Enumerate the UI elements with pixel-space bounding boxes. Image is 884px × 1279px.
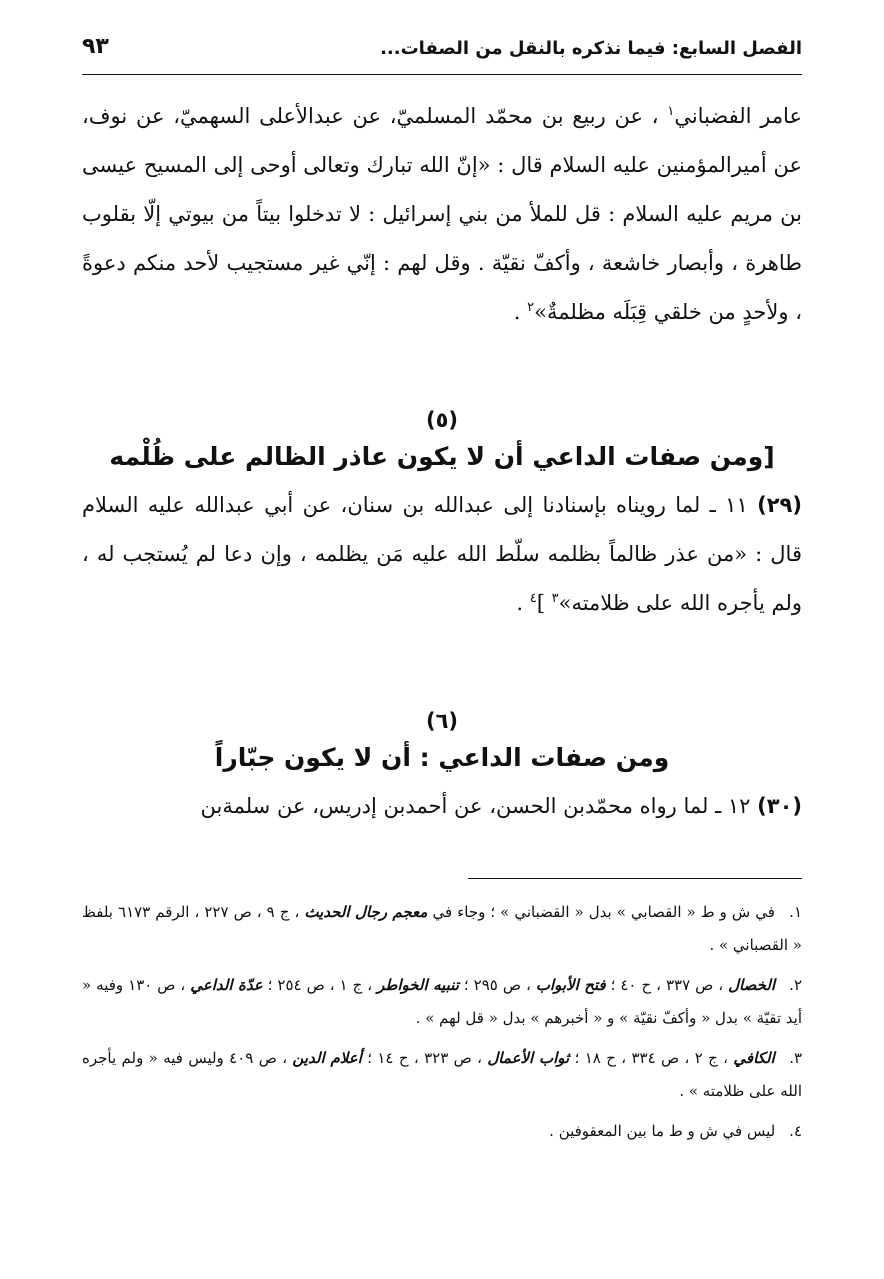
section-5 [82,405,802,628]
footnote-ref-4: ٤ [529,591,537,606]
intro-text-a: عامر الفضباني [674,104,802,128]
section-5-number: (٥) [425,408,459,432]
reference-title: الكافي [733,1049,775,1067]
footnote-text: ، ج ١ ، ص ٢٥٤ ؛ [267,976,373,994]
intro-text-b: ، عن ربيع بن محمّد المسلميّ، عن عبدالأعلى السهميّ، عن نوف، عن أميرالمؤمنين عليه السلام قال : «إنّ الله تبارك وتعالى أوحى إلى المسيح عيسى بن مريم عليه السلام : قل للملأ من بني إسرائيل : لا تدخلوا بيتاً من بيوتي إلّا بقلوب طاهرة ، وأبصار خاشعة ، وأكفّ نقيّة . وقل لهم : إنّي غير مستجيب لأحد منكم دعوةً ، ولأحدٍ من خلقي قِبَلَه مظلمةٌ» [82,104,802,324]
reference-title: أعلام الدين [292,1049,362,1067]
footnote-ref-3: ٣ [551,591,559,606]
footnote-2 [82,969,802,1035]
reference-title: معجم رجال الحديث [304,903,428,921]
hadith-30 [82,782,802,831]
chapter-title: الفصل السابع: فيما نذكره بالنقل من الصفات... [380,38,802,59]
reference-title: تنبيه الخواطر [377,976,459,994]
footnote-text: ، ص ٣٢٣ ، ح ١٤ ؛ [367,1049,482,1067]
section-5-title: [ومن صفات الداعي أن لا يكون عاذر الظالم على ظُلْمه [109,442,775,471]
hadith-29-end: . [516,591,524,615]
footnote-3 [82,1042,802,1108]
footnote-number: ١. [789,903,802,921]
running-header [82,30,802,75]
footnote-ref-2: ٢ [527,300,535,315]
reference-title: فتح الأبواب [535,976,606,994]
section-6 [82,706,802,831]
reference-title: عدّة الداعي [190,976,263,994]
reference-title: الخصال [728,976,776,994]
hadith-29-text: ١١ ـ لما رويناه بإسنادنا إلى عبدالله بن سنان، عن أبي عبدالله عليه السلام قال : «من عذر ظالماً بظلمه سلّط الله عليه مَن يظلمه ، وإن دعا لم يُستجب له ، ولم يأجره الله على ظلامته» [82,493,802,615]
hadith-number-30: (٣٠) [757,794,802,818]
hadith-29 [82,481,802,628]
footnote-text: ، ج ٢ ، ص ٣٣٤ ، ح ١٨ ؛ [574,1049,729,1067]
footnote-divider [468,878,802,879]
footnote-number: ٣. [789,1049,803,1067]
section-6-title: ومن صفات الداعي : أن لا يكون جبّاراً [214,743,670,772]
section-6-number: (٦) [425,709,459,733]
footnote-ref-1: ١ [667,104,675,119]
intro-text-c: . [513,300,521,324]
intro-paragraph-block [82,92,802,337]
footnote-text: ، ص ٣٣٧ ، ح ٤٠ ؛ [610,976,724,994]
footnote-text: ليس في ش و ط ما بين المعقوفين . [549,1122,776,1140]
footnote-text: ، ص ١٣٠ وفيه « أيد تقيّة » بدل « وأكفّ نقيّة » و « أخبرهم » بدل « قل لهم » . [82,976,802,1027]
footnote-text: في ش و ط « القصابي » بدل « القضباني » ؛ وجاء في [432,903,775,921]
intro-paragraph [82,92,802,337]
footnote-text: ، ص ٤٠٩ وليس فيه « ولم يأجره الله على ظلامته » . [82,1049,802,1100]
page-number: ٩٣ [82,34,109,59]
footnote-text: ، ص ٢٩٥ ؛ [463,976,531,994]
closing-bracket: ] [536,591,545,615]
footnote-number: ٤. [789,1122,802,1140]
footnote-text: ، ج ٩ ، ص ٢٢٧ ، الرقم ٦١٧٣ بلفظ « القصباني » . [82,903,802,954]
footnote-number: ٢. [789,976,803,994]
footnotes [82,896,802,1155]
footnote-4 [82,1115,802,1148]
reference-title: ثواب الأعمال [487,1049,570,1067]
footnote-1 [82,896,802,962]
hadith-30-text: ١٢ ـ لما رواه محمّدبن الحسن، عن أحمدبن إدريس، عن سلمةبن [200,794,751,818]
hadith-number-29: (٢٩) [757,493,802,517]
